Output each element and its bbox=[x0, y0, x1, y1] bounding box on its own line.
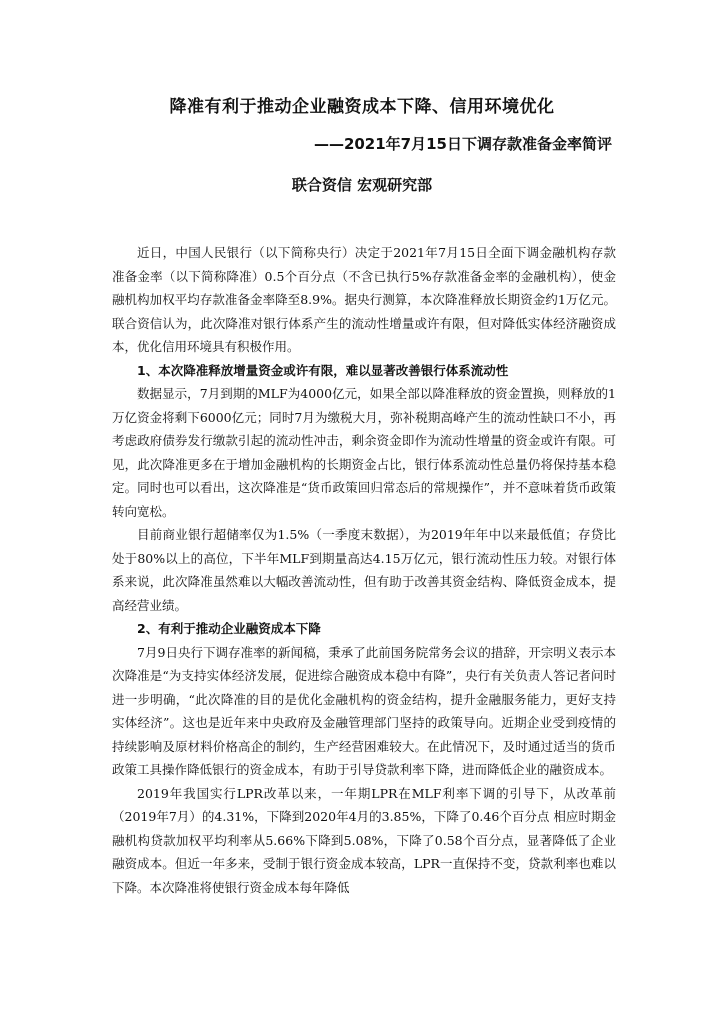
section-2-heading: 2、有利于推动企业融资成本下降 bbox=[137, 621, 321, 636]
section-1-heading: 1、本次降准释放增量资金或许有限，难以显著改善银行体系流动性 bbox=[137, 362, 509, 378]
section-2-paragraph-1: 7月9日央行下调存准率的新闻稿，秉承了此前国务院常务会议的措辞，开宗明义表示本次降准是“为支持实体经济发展，促进综合融资成本稳中有降”，央行有关负责人答记者问时进一步明确，“此次降准的目的是优化金融机构的资金结构，提升金融服务能力，更好支持实体经济”。这也是近年来中央政府及金融管理部门坚持的政策导向。近期企业受到疫情的持续影响及原材料价格高企的制约，生产经营困难较大。在此情况下，及时通过适当的货币政策工具操作降低银行的资金成本，有助于引导贷款利率下降，进而降低企业的融资成本。 bbox=[112, 644, 616, 777]
document-author: 联合资信 宏观研究部 bbox=[291, 176, 433, 194]
section-2-paragraph-2: 2019年我国实行LPR改革以来，一年期LPR在MLF利率下调的引导下，从改革前（2019年7月）的4.31%，下降到2020年4月的3.85%，下降了0.46个百分点 相应时期金融机构贷款加权平均利率从5.66%下降到5.08%，下降了0.58个百分点，显著降低了企业融资成本。但近一年多来，受制于银行资金成本较高，LPR一直保持不变，贷款利率也难以下降。本次降准将使银行资金成本每年降低 bbox=[112, 785, 616, 895]
document-subtitle: ——2021年7月15日下调存款准备金率简评 bbox=[313, 135, 612, 153]
document-body bbox=[112, 241, 616, 899]
document-title: 降准有利于推动企业融资成本下降、信用环境优化 bbox=[169, 97, 555, 117]
intro-paragraph: 近日，中国人民银行（以下简称央行）决定于2021年7月15日全面下调金融机构存款准备金率（以下简称降准）0.5个百分点（不含已执行5%存款准备金率的金融机构），使金融机构加权平均存款准备金率降至8.9%。据央行测算，本次降准释放长期资金约1万亿元。联合资信认为，此次降准对银行体系产生的流动性增量或许有限，但对降低实体经济融资成本，优化信用环境具有积极作用。 bbox=[112, 245, 616, 354]
section-1-paragraph-2: 目前商业银行超储率仅为1.5%（一季度末数据），为2019年年中以来最低值；存贷比处于80%以上的高位，下半年MLF到期量高达4.15万亿元，银行流动性压力较。对银行体系来说，此次降准虽然难以大幅改善流动性，但有助于改善其资金结构、降低资金成本，提高经营业绩。 bbox=[112, 527, 616, 613]
section-1-paragraph-1: 数据显示，7月到期的MLF为4000亿元，如果全部以降准释放的资金置换，则释放的1万亿资金将剩下6000亿元；同时7月为缴税大月，弥补税期高峰产生的流动性缺口不小，再考虑政府债券发行缴款引起的流动性冲击，剩余资金即作为流动性增量的资金或许有限。可见，此次降准更多在于增加金融机构的长期资金占比，银行体系流动性总量仍将保持基本稳定。同时也可以看出，这次降准是“货币政策回归常态后的常规操作”，并不意味着货币政策转向宽松。 bbox=[112, 386, 616, 519]
